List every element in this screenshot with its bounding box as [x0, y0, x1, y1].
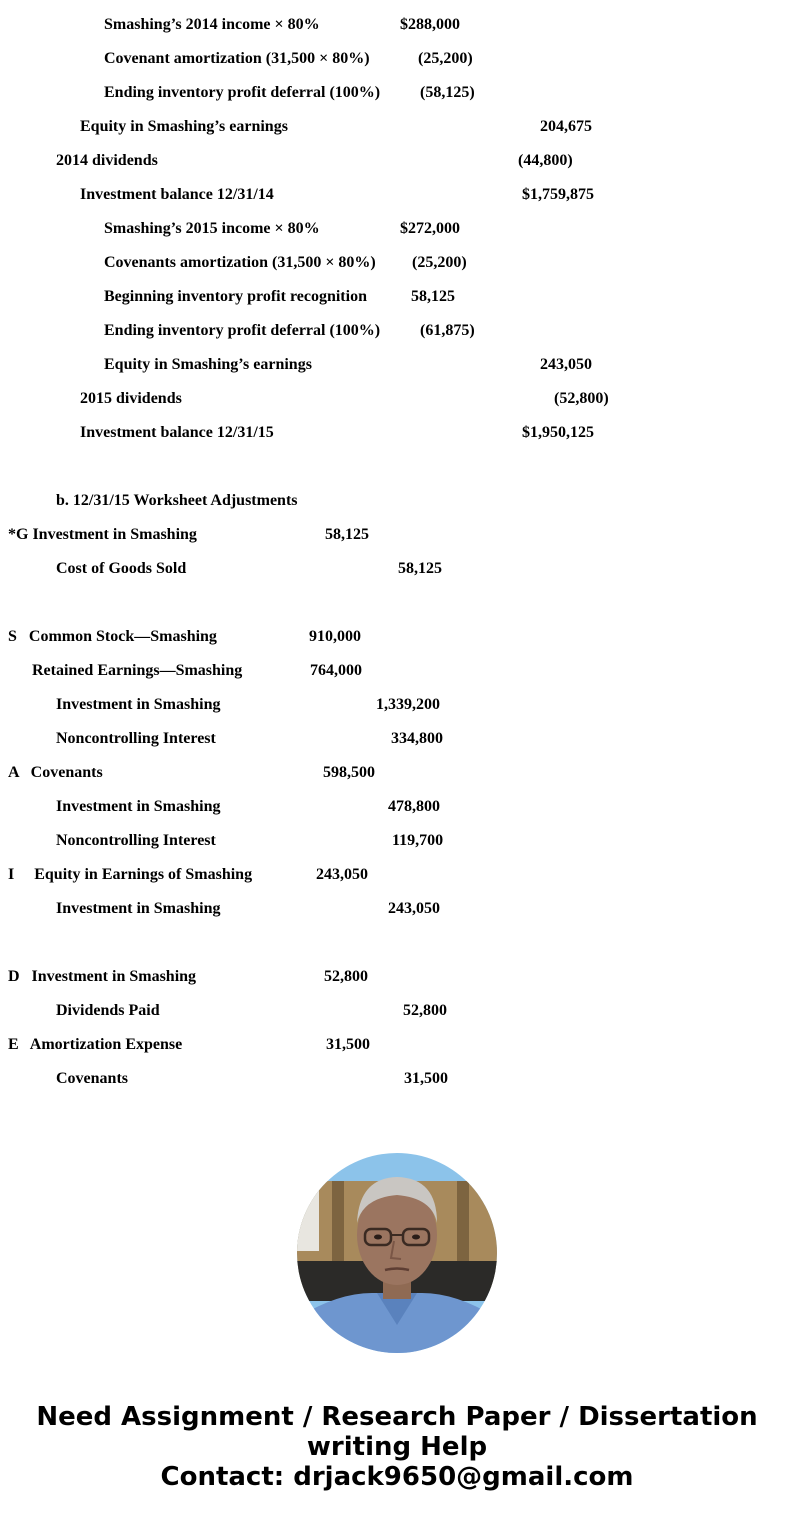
entry-credit-amount: 52,800: [403, 1002, 447, 1019]
entry-debit-amount: 764,000: [310, 662, 362, 679]
schedule-amount: (58,125): [420, 84, 475, 101]
entry-credit-amount: 243,050: [388, 900, 440, 917]
entry-credit-account: Covenants: [56, 1070, 129, 1087]
schedule-label: Equity in Smashing’s earnings: [104, 356, 312, 373]
entry-debit-amount: 52,800: [324, 968, 368, 985]
schedule-amount: (61,875): [420, 322, 475, 339]
schedule-label: 2014 dividends: [56, 152, 158, 169]
entry-debit-amount: 58,125: [325, 526, 369, 543]
entry-credit-amount: 1,339,200: [376, 696, 440, 713]
banner-line-1: Need Assignment / Research Paper / Dissertation: [36, 1402, 758, 1432]
entry-credit-account: Noncontrolling Interest: [56, 832, 216, 849]
entry-credit-account: Investment in Smashing: [56, 798, 221, 815]
schedule-label: 2015 dividends: [80, 390, 182, 407]
entry-debit-amount: 598,500: [323, 764, 375, 781]
entry-credit-amount: 58,125: [398, 560, 442, 577]
schedule-label: Covenant amortization (31,500 × 80%): [104, 50, 370, 67]
entry-credit-amount: 119,700: [392, 832, 444, 849]
entry-debit-account: D Investment in Smashing: [8, 968, 197, 985]
entry-credit-amount: 334,800: [391, 730, 443, 747]
schedule-label: Investment balance 12/31/15: [80, 424, 274, 441]
schedule-amount: $288,000: [400, 16, 460, 33]
portrait-photo: [297, 1153, 497, 1353]
schedule-amount: 204,675: [540, 118, 592, 135]
entry-debit-account: I Equity in Earnings of Smashing: [8, 866, 253, 883]
schedule-amount: 243,050: [540, 356, 592, 373]
schedule-label: Beginning inventory profit recognition: [104, 288, 367, 305]
schedule-amount: (52,800): [554, 390, 609, 407]
schedule-label: Ending inventory profit deferral (100%): [104, 84, 381, 101]
author-avatar: [297, 1153, 497, 1353]
schedule-label: Ending inventory profit deferral (100%): [104, 322, 381, 339]
contact-banner: [0, 1402, 794, 1492]
schedule-amount: (44,800): [518, 152, 573, 169]
schedule-label: Investment balance 12/31/14: [80, 186, 274, 203]
entry-credit-amount: 478,800: [388, 798, 440, 815]
entry-credit-account: Cost of Goods Sold: [56, 560, 187, 577]
schedule-amount: $1,950,125: [522, 424, 594, 441]
schedule-amount: $1,759,875: [522, 186, 594, 203]
entry-debit-account: A Covenants: [8, 764, 103, 781]
entry-debit-amount: 910,000: [309, 628, 361, 645]
entry-credit-account: Investment in Smashing: [56, 696, 221, 713]
entry-debit-amount: 243,050: [316, 866, 368, 883]
banner-line-2: writing Help: [306, 1432, 488, 1462]
schedule-amount: $272,000: [400, 220, 460, 237]
schedule-amount: 58,125: [411, 288, 455, 305]
schedule-label: Smashing’s 2015 income × 80%: [104, 220, 320, 237]
entry-credit-amount: 31,500: [404, 1070, 448, 1087]
schedule-amount: (25,200): [412, 254, 467, 271]
entry-debit-account: E Amortization Expense: [8, 1036, 183, 1053]
schedule-label: Smashing’s 2014 income × 80%: [104, 16, 320, 33]
entry-debit-account: *G Investment in Smashing: [8, 526, 197, 543]
entry-credit-account: Dividends Paid: [56, 1002, 160, 1019]
contact-email: Contact: drjack9650@gmail.com: [160, 1462, 634, 1492]
schedule-label: Equity in Smashing’s earnings: [80, 118, 288, 135]
entry-debit-account: S Common Stock—Smashing: [8, 628, 217, 645]
entry-debit-amount: 31,500: [326, 1036, 370, 1053]
entry-credit-account: Investment in Smashing: [56, 900, 221, 917]
entry-credit-account: Noncontrolling Interest: [56, 730, 216, 747]
section-heading: b. 12/31/15 Worksheet Adjustments: [56, 492, 298, 509]
entry-debit-account: Retained Earnings—Smashing: [32, 662, 243, 679]
schedule-label: Covenants amortization (31,500 × 80%): [104, 254, 376, 271]
schedule-amount: (25,200): [418, 50, 473, 67]
